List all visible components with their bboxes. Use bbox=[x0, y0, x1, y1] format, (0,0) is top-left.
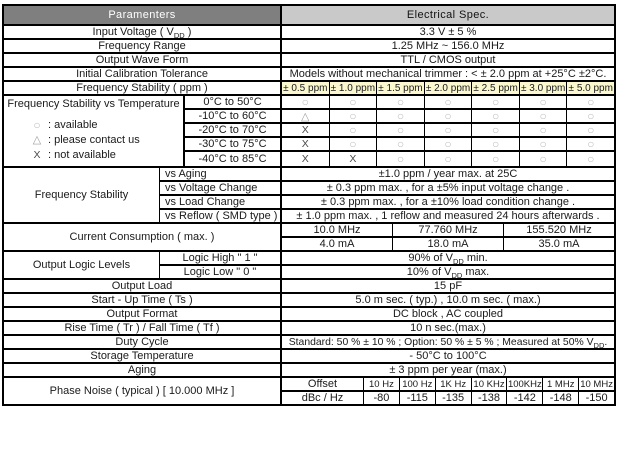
phase-noise-value-cell: -148 bbox=[543, 392, 579, 404]
availability-cell bbox=[282, 110, 330, 122]
availability-cell bbox=[282, 124, 330, 136]
current-frequency-cell: 77.760 MHz bbox=[393, 224, 504, 236]
temp-range-label: -40°C to 85°C bbox=[185, 152, 282, 166]
phase-noise-value-cell: -115 bbox=[400, 392, 436, 404]
phase-noise-value-cell: -150 bbox=[585, 392, 608, 404]
logic-low-label: Logic Low " 0 " bbox=[160, 266, 282, 278]
band-output-logic-levels bbox=[4, 252, 614, 280]
param-label-startup-time: Start - Up Time ( Ts ) bbox=[4, 294, 282, 306]
param-label-frequency-range: Frequency Range bbox=[4, 40, 282, 52]
availability-cell bbox=[377, 96, 425, 108]
row-duty-cycle bbox=[4, 336, 614, 350]
availability-cell bbox=[520, 124, 568, 136]
availability-cell bbox=[377, 152, 425, 166]
spec-value-startup-time: 5.0 m sec. ( typ.) , 10.0 m sec. ( max.) bbox=[355, 294, 541, 306]
row-startup-time bbox=[4, 294, 614, 308]
phase-noise-offset-cell: 10 KHz bbox=[472, 378, 508, 390]
legend-not-available-text: : not available bbox=[48, 148, 116, 161]
availability-cell bbox=[567, 152, 614, 166]
logic-low-value: 10% of $V_{DD}$ max. bbox=[406, 266, 490, 278]
availability-cell bbox=[330, 110, 378, 122]
spec-value-output-format: DC block , AC coupled bbox=[392, 308, 504, 320]
row-rise-fall-time bbox=[4, 322, 614, 336]
row-initial-calibration bbox=[4, 68, 614, 82]
legend-contact-us-text: : please contact us bbox=[48, 133, 140, 146]
param-label-aging: Aging bbox=[4, 364, 282, 376]
availability-cell bbox=[330, 124, 378, 136]
param-label-frequency-stability-ppm: Frequency Stability ( ppm ) bbox=[4, 82, 282, 94]
availability-cell bbox=[425, 124, 473, 136]
availability-cell bbox=[425, 138, 473, 150]
ppm-option-cell: ± 1.0 ppm bbox=[330, 82, 378, 94]
availability-cell bbox=[520, 138, 568, 150]
phase-noise-offset-cell: 10 Hz bbox=[364, 378, 400, 390]
availability-cell bbox=[330, 96, 378, 108]
header-electrical-spec: Electrical Spec. bbox=[282, 6, 614, 24]
param-label-output-load: Output Load bbox=[4, 280, 282, 292]
param-label-duty-cycle: Duty Cycle bbox=[4, 336, 282, 348]
legend-contact-us bbox=[4, 132, 183, 147]
row-output-format bbox=[4, 308, 614, 322]
spec-value-aging: ± 3 ppm per year (max.) bbox=[389, 364, 507, 376]
temp-row-m20-70 bbox=[185, 124, 614, 138]
spec-value-initial-calibration: Models without mechanical trimmer : < ± 2.0 ppm at +25°C ±2°C. bbox=[289, 68, 607, 80]
availability-cell bbox=[472, 152, 520, 166]
spec-value-rise-fall-time: 10 n sec.(max.) bbox=[410, 322, 486, 334]
param-label-initial-calibration: Initial Calibration Tolerance bbox=[4, 68, 282, 80]
phase-noise-offset-cell: 100KHz bbox=[507, 378, 542, 390]
row-output-load bbox=[4, 280, 614, 294]
logic-levels-label: Output Logic Levels bbox=[4, 252, 160, 278]
phase-noise-unit-label: dBc / Hz bbox=[282, 392, 364, 404]
ppm-option-cell: ± 5.0 ppm bbox=[568, 82, 613, 94]
x-icon bbox=[31, 149, 43, 161]
circle-icon bbox=[31, 118, 43, 132]
param-label-storage-temperature: Storage Temperature bbox=[4, 350, 282, 362]
stability-spec-value: ±1.0 ppm / year max. at 25C bbox=[378, 168, 518, 180]
row-aging bbox=[4, 364, 614, 378]
spec-value-output-load: 15 pF bbox=[433, 280, 463, 292]
current-value-cell: 4.0 mA bbox=[282, 238, 393, 250]
phase-noise-label: Phase Noise ( typical ) [ 10.000 MHz ] bbox=[4, 378, 282, 404]
availability-cell bbox=[282, 96, 330, 108]
phase-noise-value-cell: -138 bbox=[472, 392, 508, 404]
stability-spec-value: ± 1.0 ppm max. , 1 reflow and measured 24 hours afterwards . bbox=[296, 210, 600, 222]
ppm-option-cell: ± 2.0 ppm bbox=[425, 82, 473, 94]
availability-cell bbox=[520, 152, 568, 166]
current-value-cell: 18.0 mA bbox=[393, 238, 504, 250]
availability-cell bbox=[330, 152, 378, 166]
legend-available bbox=[4, 117, 183, 132]
triangle-icon bbox=[31, 133, 43, 146]
availability-cell bbox=[472, 110, 520, 122]
phase-noise-offset-cell: 1K Hz bbox=[436, 378, 472, 390]
availability-cell bbox=[472, 138, 520, 150]
temp-range-label: 0°C to 50°C bbox=[185, 96, 282, 108]
stability-row-aging bbox=[160, 168, 614, 182]
phase-noise-value-cell: -142 bbox=[507, 392, 543, 404]
stability-row-reflow bbox=[160, 210, 614, 222]
phase-noise-offset-cell: 1 MHz bbox=[543, 378, 579, 390]
ppm-option-cell: ± 3.0 ppm bbox=[520, 82, 568, 94]
phase-noise-value-cell: -80 bbox=[364, 392, 400, 404]
temp-row-m30-75 bbox=[185, 138, 614, 152]
param-label-output-wave-form: Output Wave Form bbox=[4, 54, 282, 66]
temp-range-label: -10°C to 60°C bbox=[185, 110, 282, 122]
header-parameters: Paramenters bbox=[4, 6, 282, 24]
row-output-wave-form bbox=[4, 54, 614, 68]
availability-cell bbox=[472, 96, 520, 108]
param-label-output-format: Output Format bbox=[4, 308, 282, 320]
availability-cell bbox=[425, 152, 473, 166]
stability-sub-label: vs Voltage Change bbox=[160, 182, 282, 194]
phase-noise-value-cell: -135 bbox=[436, 392, 472, 404]
current-frequency-cell: 155.520 MHz bbox=[526, 224, 592, 236]
availability-cell bbox=[330, 138, 378, 150]
spec-value-storage-temperature: - 50°C to 100°C bbox=[409, 350, 487, 362]
current-value-cell: 35.0 mA bbox=[538, 238, 580, 250]
availability-cell bbox=[282, 138, 330, 150]
ppm-option-cell: ± 0.5 ppm bbox=[282, 82, 330, 94]
phase-noise-offset-label: Offset bbox=[282, 378, 364, 390]
stability-row-voltage-change bbox=[160, 182, 614, 196]
availability-cell bbox=[567, 124, 614, 136]
stability-sub-label: vs Reflow ( SMD type ) bbox=[160, 210, 282, 222]
current-consumption-label: Current Consumption ( max. ) bbox=[4, 224, 282, 250]
stability-block-label: Frequency Stability bbox=[4, 168, 160, 222]
band-phase-noise bbox=[4, 378, 614, 404]
temp-row-0-50 bbox=[185, 96, 614, 110]
ppm-option-cell: ± 1.5 ppm bbox=[377, 82, 425, 94]
spec-value-duty-cycle: Standard: 50 % ± 10 % ; Option: 50 % ± 5 % ; Measured at 50% $V_{DD}$. bbox=[288, 336, 608, 348]
temp-range-label: -20°C to 70°C bbox=[185, 124, 282, 136]
band-current-consumption bbox=[4, 224, 614, 252]
stability-spec-value: ± 0.3 ppm max. , for a ±5% input voltage change . bbox=[326, 182, 570, 194]
availability-cell bbox=[520, 96, 568, 108]
availability-cell bbox=[472, 124, 520, 136]
current-frequency-row bbox=[282, 224, 614, 238]
band-frequency-stability bbox=[4, 168, 614, 224]
stability-row-load-change bbox=[160, 196, 614, 210]
logic-high-row bbox=[160, 252, 614, 266]
spec-value-output-wave-form: TTL / CMOS output bbox=[400, 54, 496, 66]
row-frequency-stability-ppm bbox=[4, 82, 614, 96]
row-input-voltage bbox=[4, 26, 614, 40]
availability-cell bbox=[567, 138, 614, 150]
phase-noise-offset-row bbox=[282, 378, 614, 392]
phase-noise-value-row bbox=[282, 392, 614, 404]
availability-cell bbox=[567, 110, 614, 122]
logic-high-value: 90% of $V_{DD}$ min. bbox=[408, 252, 488, 264]
temp-block-title: Frequency Stability vs Temperature bbox=[7, 98, 180, 110]
param-label-rise-fall-time: Rise Time ( Tr ) / Fall Time ( Tf ) bbox=[4, 322, 282, 334]
table-header-row bbox=[4, 6, 614, 26]
stability-spec-value: ± 0.3 ppm max. , for a ±10% load condition change . bbox=[320, 196, 576, 208]
availability-cell bbox=[377, 110, 425, 122]
temp-range-label: -30°C to 75°C bbox=[185, 138, 282, 150]
param-label-input-voltage: Input Voltage ( $V_{DD}$ ) bbox=[4, 26, 282, 38]
logic-low-row bbox=[160, 266, 614, 278]
row-storage-temperature bbox=[4, 350, 614, 364]
current-frequency-cell: 10.0 MHz bbox=[282, 224, 393, 236]
spec-value-frequency-range: 1.25 MHz ~ 156.0 MHz bbox=[391, 40, 505, 52]
legend-available-text: : available bbox=[48, 118, 98, 131]
temp-row-m40-85 bbox=[185, 152, 614, 166]
availability-cell bbox=[425, 110, 473, 122]
availability-cell bbox=[377, 138, 425, 150]
phase-noise-offset-cell: 100 Hz bbox=[400, 378, 436, 390]
band-stability-vs-temperature bbox=[4, 96, 614, 168]
availability-cell bbox=[377, 124, 425, 136]
row-frequency-range bbox=[4, 40, 614, 54]
electrical-spec-table bbox=[2, 4, 616, 406]
phase-noise-offset-cell: 10 MHz bbox=[580, 378, 613, 390]
availability-cell bbox=[567, 96, 614, 108]
ppm-option-cell: ± 2.5 ppm bbox=[472, 82, 520, 94]
legend-not-available bbox=[4, 147, 183, 162]
temp-row-m10-60 bbox=[185, 110, 614, 124]
temp-block-label bbox=[4, 96, 185, 166]
availability-cell bbox=[520, 110, 568, 122]
stability-sub-label: vs Load Change bbox=[160, 196, 282, 208]
logic-high-label: Logic High " 1 " bbox=[160, 252, 282, 264]
current-value-row bbox=[282, 238, 614, 250]
stability-sub-label: vs Aging bbox=[160, 168, 282, 180]
availability-cell bbox=[425, 96, 473, 108]
availability-cell bbox=[282, 152, 330, 166]
spec-value-input-voltage: 3.3 V ± 5 % bbox=[419, 26, 477, 38]
